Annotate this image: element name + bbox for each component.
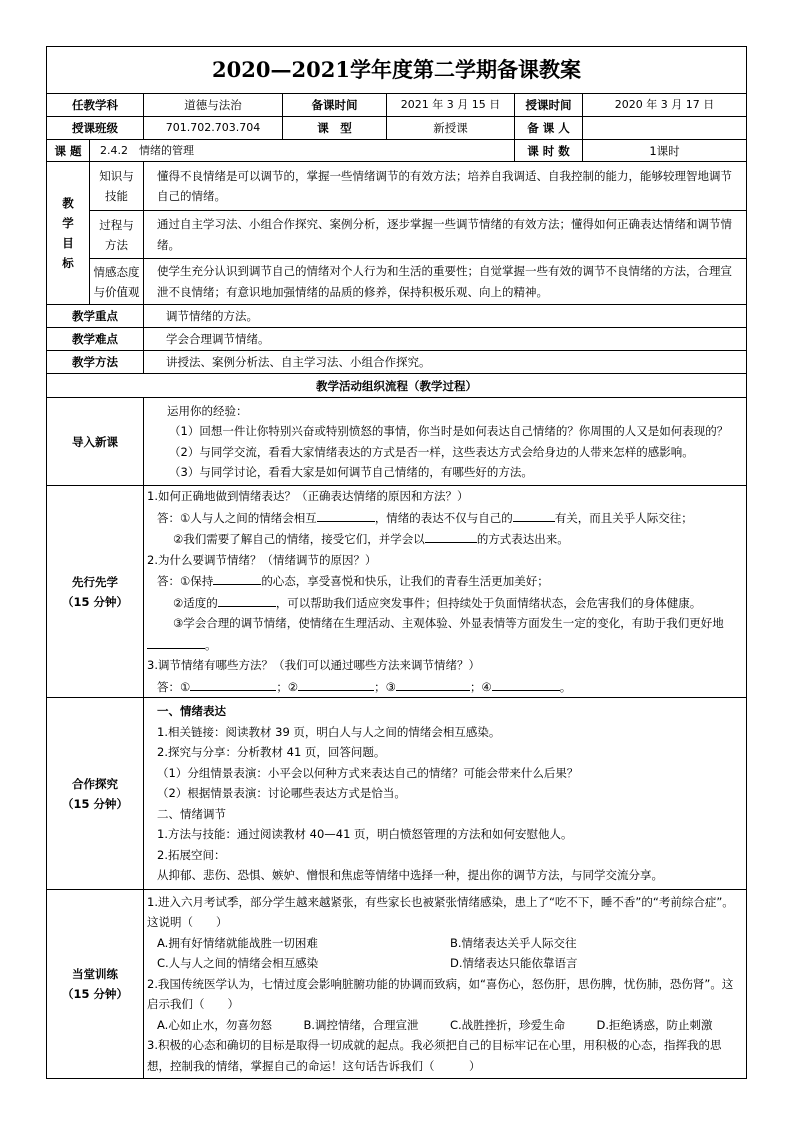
cooperate-content: 一、情绪表达 1.相关链接：阅读教材 39 页，明白人与人之间的情绪会相互感染。 2.探究与分享：分析教材 41 页，回答问题。 （1）分组情景表演：小平会以何种方式来表达自己的情绪？可能会带来什么后果？ （2）根据情景表演：讨论哪些表达方式是恰当。 二、情绪调节 1.方法与技能：通过阅读教材 40—41 页，明白愤怒管理的方法和如何安慰他人。 2.拓展空间： 从抑郁、悲伤、恐惧、嫉妒、憎恨和焦虑等情绪中选择一种，提出你的调节方法，与同学交流分享。 xyxy=(144,698,747,890)
focus-text: 调节情绪的方法。 xyxy=(144,305,747,328)
method-text: 讲授法、案例分析法、自主学习法、小组合作探究。 xyxy=(144,351,747,374)
cooperate-label: 合作探究 （15 分钟） xyxy=(47,698,144,890)
subject-value: 道德与法治 xyxy=(144,94,283,117)
goal-attitude-label: 情感态度 与价值观 xyxy=(90,259,144,305)
subject-label: 任教学科 xyxy=(47,94,144,117)
training-content: 1.进入六月考试季，部分学生越来越紧张，有些家长也被紧张情绪感染，患上了“吃不下，睡不香”的“考前综合症”。这说明（ ） A.拥有好情绪就能战胜一切困难 B.情绪表达关乎人际交往 C.人与人之间的情绪会相互感染 D.情绪表达只能依靠语言 2.我国传统医学认为，七情过度会影响脏腑功能的协调而致病，如“喜伤心，怒伤肝，思伤脾，忧伤肺，恐伤肾”。这启示我们（ ） A.心如止水，勿喜勿怒 B.调控情绪，合理宣泄 C.战胜挫折，珍爱生命 D.拒绝诱惑，防止刺激 3.积极的心态和确切的目标是取得一切成就的起点。我必须把自己的目标牢记在心里，用积极的心态，指挥我的思想，控制我的情绪，掌握自己的命运！这句话告诉我们（ ） xyxy=(144,890,747,1079)
focus-label: 教学重点 xyxy=(47,305,144,328)
prelearn-label: 先行先学 （15 分钟） xyxy=(47,486,144,698)
difficulty-label: 教学难点 xyxy=(47,328,144,351)
prep-time-label: 备课时间 xyxy=(283,94,387,117)
class-label: 授课班级 xyxy=(47,117,144,140)
type-value: 新授课 xyxy=(387,117,515,140)
teach-time-label: 授课时间 xyxy=(515,94,583,117)
lesson-plan-table xyxy=(46,46,747,1079)
preparer-label: 备 课 人 xyxy=(515,117,583,140)
topic-label: 课 题 xyxy=(47,140,90,162)
teach-time-value: 2020 年 3 月 17 日 xyxy=(583,94,747,117)
goal-knowledge-label: 知识与 技能 xyxy=(90,162,144,211)
flow-header: 教学活动组织流程（教学过程） xyxy=(47,374,747,398)
goals-label: 教 学 目 标 xyxy=(47,162,90,305)
hours-value: 1课时 xyxy=(583,140,747,162)
goal-process-label: 过程与 方法 xyxy=(90,211,144,259)
hours-label: 课 时 数 xyxy=(515,140,583,162)
page-title: 2020—2021学年度第二学期备课教案 xyxy=(47,47,747,94)
preparer-value xyxy=(583,117,747,140)
type-label: 课 型 xyxy=(283,117,387,140)
prep-time-value: 2021 年 3 月 15 日 xyxy=(387,94,515,117)
class-value: 701.702.703.704 xyxy=(144,117,283,140)
prelearn-content: 1.如何正确地做到情绪表达？（正确表达情绪的原因和方法？） 答：①人与人之间的情绪会相互 ，情绪的表达不仅与自己的 有关，而且关乎人际交往； ②我们需要了解自己的情绪，接受它们，并学会以 的方式表达出来。 2.为什么要调节情绪？（情绪调节的原因？） 答：①保持 的心态，享受喜悦和快乐，让我们的青春生活更加美好； ②适度的 ，可以帮助我们适应突发事件；但持续处于负面情绪状态，会危害我们的身体健康。 ③学会合理的调节情绪，使情绪在生理活动、主观体验、外显表情等方面发生一定的变化，有助于我们更好地。 3.调节情绪有哪些方法？（我们可以通过哪些方法来调节情绪？） 答：① ；② ；③ ；④ 。 xyxy=(144,486,747,698)
topic-value: 2.4.2 情绪的管理 xyxy=(90,140,515,162)
method-label: 教学方法 xyxy=(47,351,144,374)
intro-content: 运用你的经验： （1）回想一件让你特别兴奋或特别愤怒的事情，你当时是如何表达自己情绪的？你周围的人又是如何表现的？ （2）与同学交流，看看大家情绪表达的方式是否一样，这些表达方式会给身边的人带来怎样的感影响。 （3）与同学讨论，看看大家是如何调节自己情绪的，有哪些好的方法。 xyxy=(144,398,747,486)
goal-attitude-text: 使学生充分认识到调节自己的情绪对个人行为和生活的重要性；自觉掌握一些有效的调节不良情绪的方法，合理宣泄不良情绪；有意识地加强情绪的品质的修养，保持积极乐观、向上的精神。 xyxy=(144,259,747,305)
goal-process-text: 通过自主学习法、小组合作探究、案例分析，逐步掌握一些调节情绪的有效方法；懂得如何正确表达情绪和调节情绪。 xyxy=(144,211,747,259)
goal-knowledge-text: 懂得不良情绪是可以调节的，掌握一些情绪调节的有效方法；培养自我调适、自我控制的能力，能够较理智地调节自己的情绪。 xyxy=(144,162,747,211)
intro-label: 导入新课 xyxy=(47,398,144,486)
training-label: 当堂训练 （15 分钟） xyxy=(47,890,144,1079)
difficulty-text: 学会合理调节情绪。 xyxy=(144,328,747,351)
